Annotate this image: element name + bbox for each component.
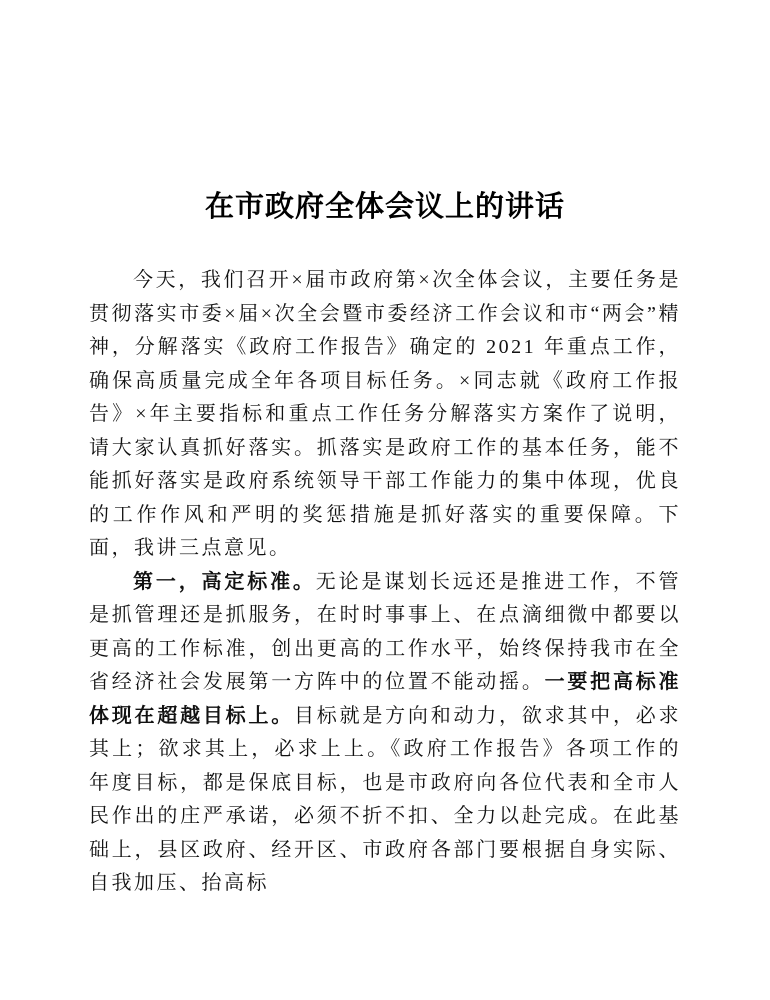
text-run-normal: 目标就是方向和动力，欲求其中，必求其上；欲求其上，必求上上。《政府工作报告》各项工作的年度目标，都是保底目标，也是市政府向各位代表和全市人民作出的庄严承诺，必须不折不扣、全力以赴完成。在此基础上，县区政府、经开区、市政府各部门要根据自身实际、自我加压、抬高标 bbox=[89, 704, 682, 894]
document-title: 在市政府全体会议上的讲话 bbox=[204, 191, 565, 223]
text-run-normal: 今天，我们召开×届市政府第×次全体会议，主要任务是贯彻落实市委×届×次全会暨市委经济工作会议和市“两会”精神，分解落实《政府工作报告》确定的 2021 年重点工作，确保高质量完成全年各项目标任务。×同志就《政府工作报告》×年主要指标和重点工作任务分解落实方案作了说明，请大家认真抓好落实。抓落实是政府工作的基本任务，能不能抓好落实是政府系统领导干部工作能力的集中体现，优良的工作作风和严明的奖惩措施是抓好落实的重要保障。下面，我讲三点意见。 bbox=[89, 269, 681, 559]
paragraph bbox=[89, 264, 681, 566]
text-run-normal: 无论是谋划长远还是推进工作，不管是抓管理还是抓服务，在时时事事上、在点滴细微中都要以更高的工作标准，创出更高的工作水平，始终保持我市在全省经济社会发展第一方阵中的位置不能动摇。 bbox=[89, 570, 682, 693]
text-run-hei-bold: 第一，高定标准。 bbox=[133, 570, 316, 593]
document-body bbox=[89, 264, 681, 901]
text-run-fang-bold: 一要把高标准体现在超越目标上。 bbox=[89, 671, 682, 727]
paragraph bbox=[89, 566, 681, 901]
